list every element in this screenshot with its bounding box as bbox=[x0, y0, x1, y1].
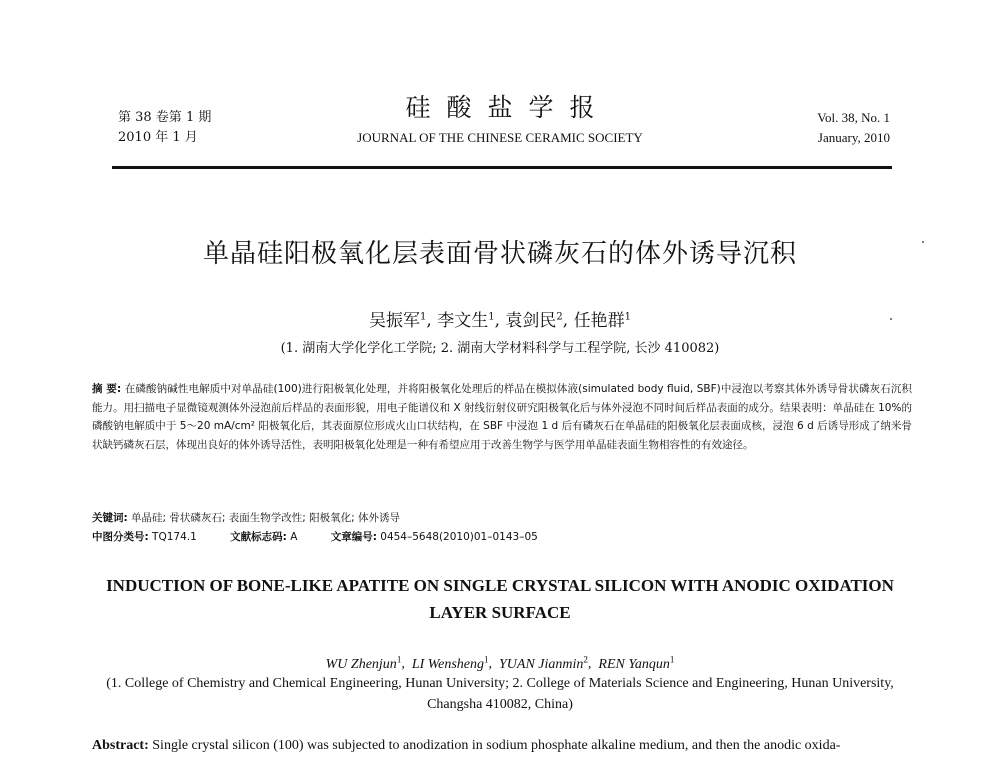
article-title-en: INDUCTION OF BONE-LIKE APATITE ON SINGLE CRYSTAL SILICON WITH ANODIC OXIDATION LAYER SURFACE bbox=[106, 576, 894, 622]
author-en: LI Wensheng$^1$ bbox=[411, 654, 489, 672]
author-cn: 李文生$^1$ bbox=[437, 310, 495, 331]
date-en: January, 2010 bbox=[817, 130, 890, 145]
author-cn: 袁剑民$^2$ bbox=[505, 310, 563, 331]
author-en: REN Yanqun$^1$ bbox=[598, 654, 675, 672]
abstract-en bbox=[92, 736, 912, 756]
scan-speck bbox=[922, 241, 924, 243]
affiliation-cn: (1. 湖南大学化学化工学院; 2. 湖南大学材料科学与工程学院, 长沙 410082) bbox=[280, 341, 720, 356]
header-rule bbox=[112, 166, 892, 169]
journal-name-cn: 硅酸盐学报 bbox=[405, 93, 611, 122]
author-list-en: WU Zhenjun$^1$, LI Wensheng$^1$, YUAN Jianmin$^2$, REN Yanqun$^1$ bbox=[325, 654, 675, 672]
volume-cn: 第 38 卷第 1 期 bbox=[118, 110, 212, 125]
scan-speck bbox=[890, 318, 892, 320]
abstract-text-en: Single crystal silicon (100) was subjected to anodization in sodium phosphate alkaline medium, and then the anodic oxida- bbox=[152, 738, 841, 753]
issue-info-en bbox=[817, 108, 890, 148]
keywords-text: 单晶硅; 骨状磷灰石; 表面生物学改性; 阳极氧化; 体外诱导 bbox=[131, 512, 401, 524]
journal-masthead bbox=[300, 90, 700, 148]
article-number: 文章编号: 0454–5648(2010)01–0143–05 bbox=[330, 531, 538, 543]
author-en: WU Zhenjun$^1$ bbox=[325, 654, 402, 672]
classification-line bbox=[92, 528, 912, 546]
volume-en: Vol. 38, No. 1 bbox=[817, 110, 890, 125]
author-cn: 吴振军$^1$ bbox=[369, 310, 427, 331]
author-list-cn: 吴振军$^1$, 李文生$^1$, 袁剑民$^2$, 任艳群$^1$ bbox=[369, 310, 631, 331]
clc-number: 中图分类号: TQ174.1 bbox=[92, 531, 197, 543]
article-title-cn: 单晶硅阳极氧化层表面骨状磷灰石的体外诱导沉积 bbox=[202, 239, 797, 269]
date-cn: 2010 年 1 月 bbox=[118, 130, 198, 145]
abstract-cn bbox=[92, 380, 912, 454]
abstract-label-cn: 摘 要: bbox=[92, 383, 122, 395]
keywords-label: 关键词: bbox=[92, 512, 128, 524]
abstract-text-cn: 在磷酸钠碱性电解质中对单晶硅(100)进行阳极氧化处理，并将阳极氧化处理后的样品在模拟体液(simulated body fluid, SBF)中浸泡以考察其体外诱导骨状磷灰石沉积能力。用扫描电子显微镜观测体外浸泡前后样品的表面形貌，用电子能谱仪和 X 射线衍射仪研究阳极氧化后与体外浸泡不同时间后样品表面的成分。结果表明：单晶硅在 10%的磷酸钠电解质中于 5～20 mA/cm² 阳极氧化后，其表面原位形成火山口状结构，在 SBF 中浸泡 1 d 后有磷灰石在单晶硅的阳极氧化层表面成核，浸泡 6 d 后诱导形成了纳米骨状缺钙磷灰石层，体现出良好的体外诱导活性，表明阳极氧化处理是一种有希望应用于改善生物学与医学用单晶硅表面生物相容性的有效途径。 bbox=[92, 383, 912, 451]
issue-info-cn bbox=[118, 108, 211, 148]
affiliation-en: (1. College of Chemistry and Chemical Engineering, Hunan University; 2. College of Materials Science and Engineering, Hunan University, Changsha 410082, China) bbox=[106, 676, 894, 712]
journal-name-en: JOURNAL OF THE CHINESE CERAMIC SOCIETY bbox=[357, 130, 643, 145]
author-cn: 任艳群$^1$ bbox=[573, 310, 631, 331]
abstract-label-en: Abstract: bbox=[92, 738, 149, 753]
keywords-cn bbox=[92, 509, 912, 527]
author-en: YUAN Jianmin$^2$ bbox=[499, 654, 588, 672]
document-code: 文献标志码: A bbox=[230, 531, 298, 543]
